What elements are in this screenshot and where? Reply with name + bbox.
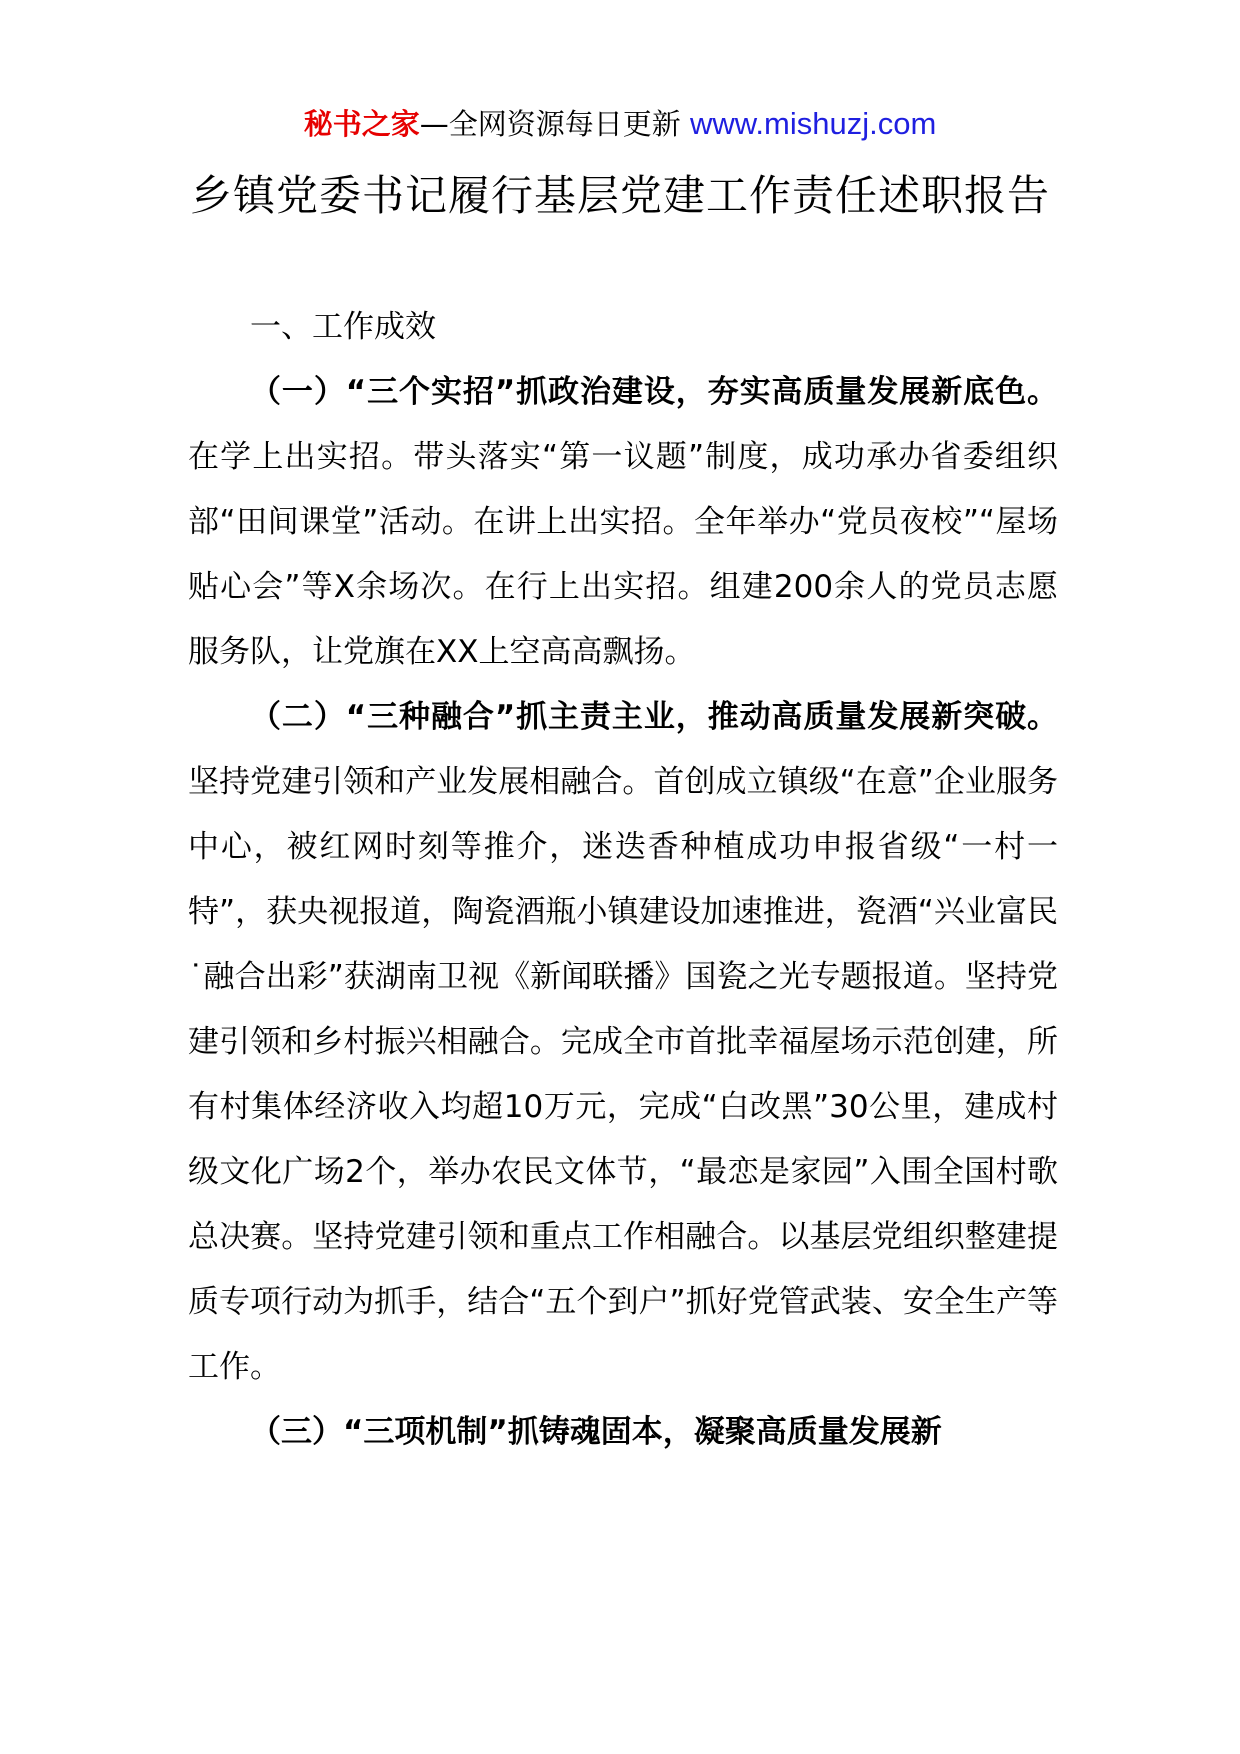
document-title: 乡镇党委书记履行基层党建工作责任述职报告 — [189, 171, 1050, 220]
paragraph-2-text: 坚持党建引领和产业发展相融合。首创成立镇级“在意”企业服务中心，被红网时刻等推介，迷迭香种植成功申报省级“一村一特”，获央视报道，陶瓷酒瓶小镇建设加速推进，瓷酒“兴业富民˙融合出彩”获湖南卫视《新闻联播》国瓷之光专题报道。坚持党建引领和乡村振兴相融合。完成全市首批幸福屋场示范创建，所有村集体经济收入均超10万元，完成“白改黑”30公里，建成村级文化广场2个，举办农民文体节，“最恋是家园”入围全国村歌总决赛。坚持党建引领和重点工作相融合。以基层党组织整建提质专项行动为抓手，结合“五个到户”抓好党管武装、安全生产等工作。 — [188, 764, 1058, 1385]
paragraph-1-lead: （一）“三个实招”抓政治建设，夯实高质量发展新底色。 — [250, 374, 1058, 410]
site-tagline: —全网资源每日更新 — [419, 107, 681, 141]
paragraph-1 — [188, 360, 1058, 685]
document-body — [188, 295, 1058, 1465]
site-url-link[interactable]: www.mishuzj.com — [689, 106, 937, 141]
paragraph-3-lead: （三）“三项机制”抓铸魂固本，凝聚高质量发展新 — [250, 1414, 942, 1450]
paragraph-2-lead: （二）“三种融合”抓主责主业，推动高质量发展新突破。 — [250, 699, 1058, 735]
section-heading: 一、工作成效 — [250, 309, 436, 345]
paragraph-2 — [188, 685, 1058, 1400]
paragraph-1-text: 在学上出实招。带头落实“第一议题”制度，成功承办省委组织部“田间课堂”活动。在讲上出实招。全年举办“党员夜校”“屋场贴心会”等X余场次。在行上出实招。组建200余人的党员志愿服务队，让党旗在XX上空高高飘扬。 — [188, 439, 1058, 670]
site-header — [0, 104, 1240, 144]
paragraph-3 — [188, 1400, 1058, 1465]
site-brand: 秘书之家 — [303, 107, 420, 141]
